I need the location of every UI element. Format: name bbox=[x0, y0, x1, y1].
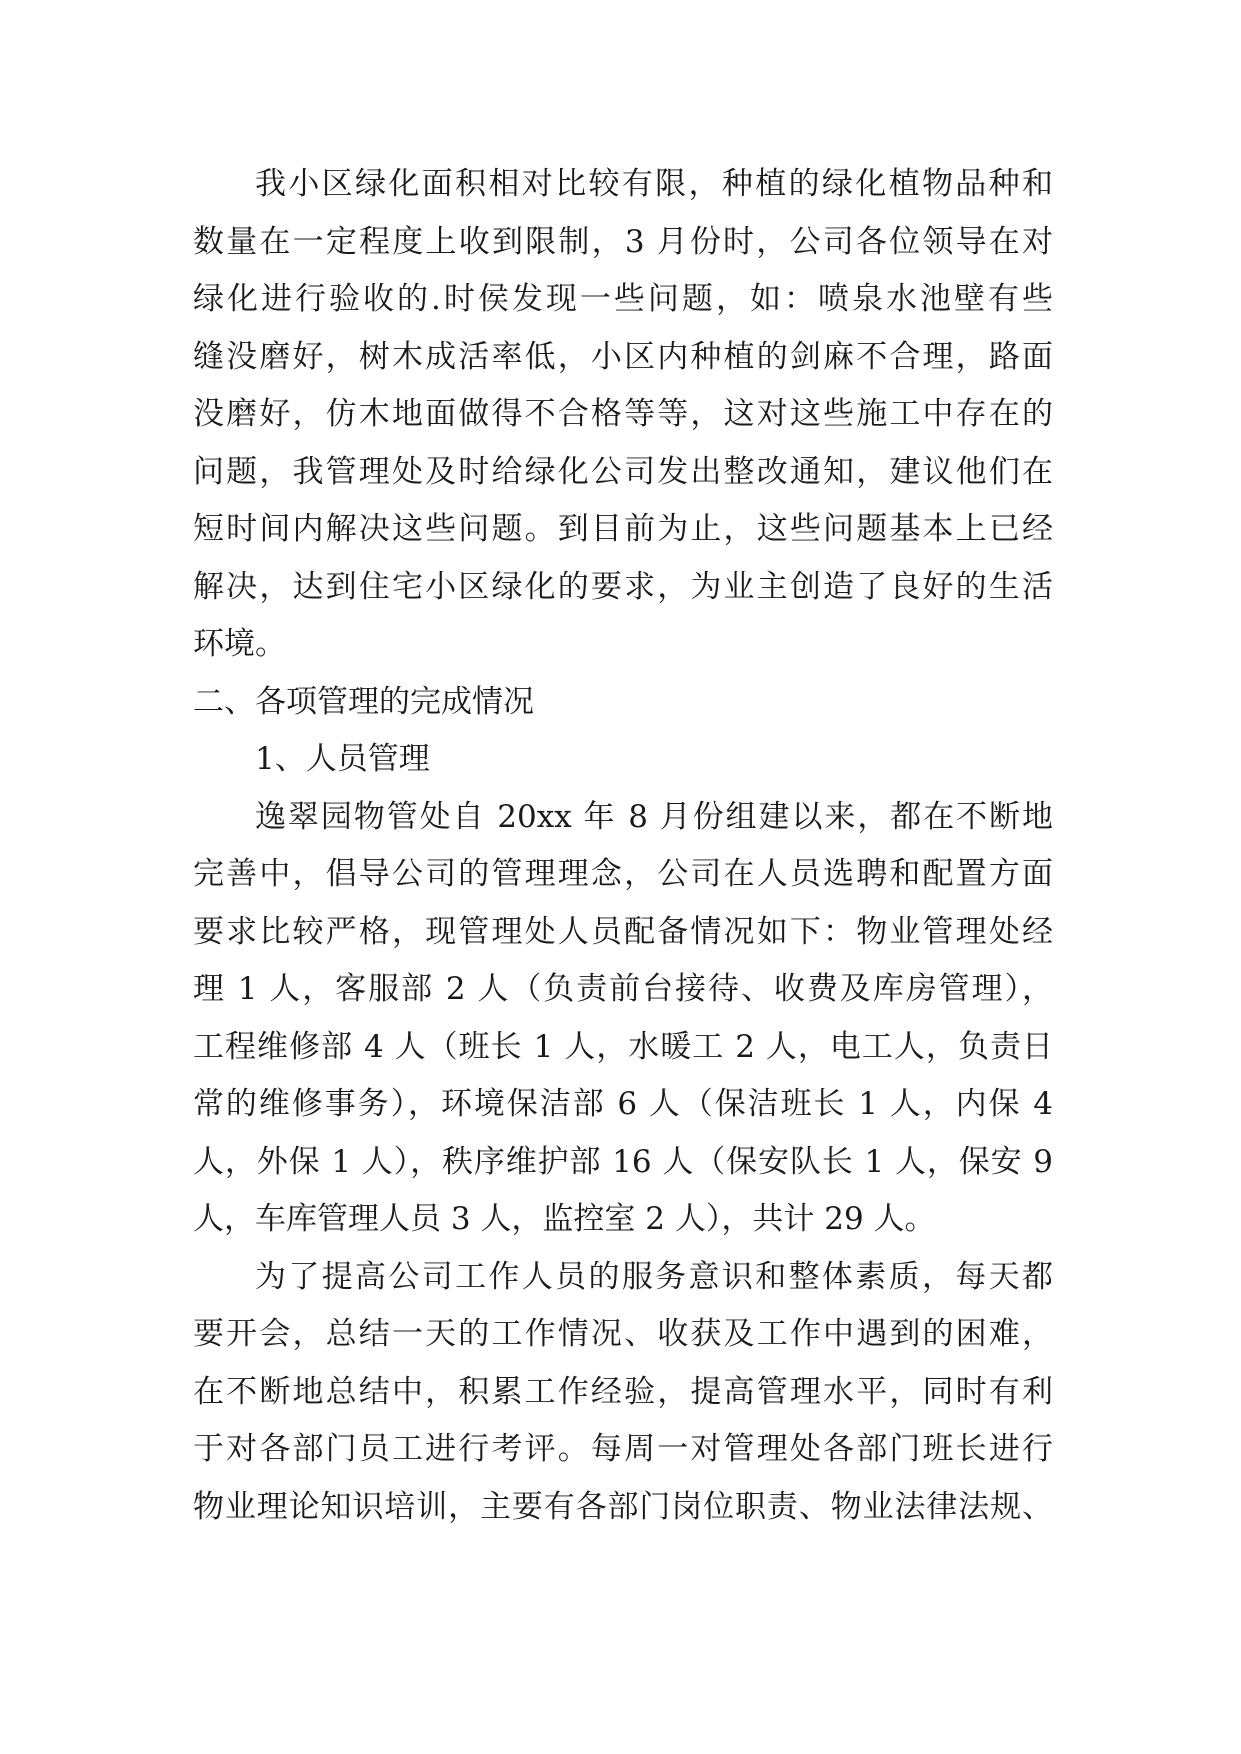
paragraph-line: 理 1 人，客服部 2 人（负责前台接待、收费及库房管理）， bbox=[193, 971, 1053, 1007]
paragraph-line: 为了提高公司工作人员的服务意识和整体素质，每天都 bbox=[255, 1258, 1053, 1295]
paragraph-line: 问题，我管理处及时给绿化公司发出整改通知，建议他们在 bbox=[193, 453, 1053, 490]
paragraph-line: 逸翠园物管处自 20xx 年 8 月份组建以来，都在不断地 bbox=[255, 798, 1053, 835]
paragraph-greening bbox=[193, 156, 1053, 674]
subsection-heading: 1、人员管理 bbox=[255, 741, 430, 777]
paragraph-line: 没磨好，仿木地面做得不合格等等，这对这些施工中存在的 bbox=[193, 396, 1053, 432]
paragraph-line: 人，外保 1 人），秩序维护部 16 人（保安队长 1 人，保安 9 bbox=[193, 1143, 1053, 1180]
paragraph-line: 数量在一定程度上收到限制，3 月份时，公司各位领导在对 bbox=[193, 223, 1053, 260]
paragraph-line: 人，车库管理人员 3 人，监控室 2 人），共计 29 人。 bbox=[193, 1201, 936, 1237]
paragraph-line: 完善中，倡导公司的管理理念，公司在人员选聘和配置方面 bbox=[193, 856, 1053, 892]
paragraph-line: 于对各部门员工进行考评。每周一对管理处各部门班长进行 bbox=[193, 1431, 1053, 1467]
paragraph-line: 要开会，总结一天的工作情况、收获及工作中遇到的困难， bbox=[193, 1316, 1053, 1352]
paragraph-line: 常的维修事务），环境保洁部 6 人（保洁班长 1 人，内保 4 bbox=[193, 1086, 1053, 1122]
paragraph-line: 解决，达到住宅小区绿化的要求，为业主创造了良好的生活 bbox=[193, 568, 1053, 605]
paragraph-line: 我小区绿化面积相对比较有限，种植的绿化植物品种和 bbox=[255, 166, 1053, 202]
paragraph-line: 在不断地总结中，积累工作经验，提高管理水平，同时有利 bbox=[193, 1373, 1053, 1410]
section-heading: 二、各项管理的完成情况 bbox=[193, 683, 534, 720]
paragraph-staffing bbox=[193, 789, 1053, 1249]
paragraph-line: 要求比较严格，现管理处人员配备情况如下：物业管理处经 bbox=[193, 913, 1053, 950]
paragraph-line: 短时间内解决这些问题。到目前为止，这些问题基本上已经 bbox=[193, 511, 1053, 547]
paragraph-line: 物业理论知识培训，主要有各部门岗位职责、物业法律法规、 bbox=[193, 1488, 1053, 1525]
paragraph-training bbox=[193, 1249, 1053, 1537]
paragraph-line: 工程维修部 4 人（班长 1 人，水暖工 2 人，电工人，负责日 bbox=[193, 1028, 1053, 1065]
paragraph-line: 环境。 bbox=[193, 626, 286, 662]
paragraph-line: 缝没磨好，树木成活率低，小区内种植的剑麻不合理，路面 bbox=[193, 338, 1053, 375]
paragraph-line: 绿化进行验收的.时侯发现一些问题，如：喷泉水池壁有些 bbox=[193, 281, 1053, 317]
document-body bbox=[193, 156, 1053, 1536]
